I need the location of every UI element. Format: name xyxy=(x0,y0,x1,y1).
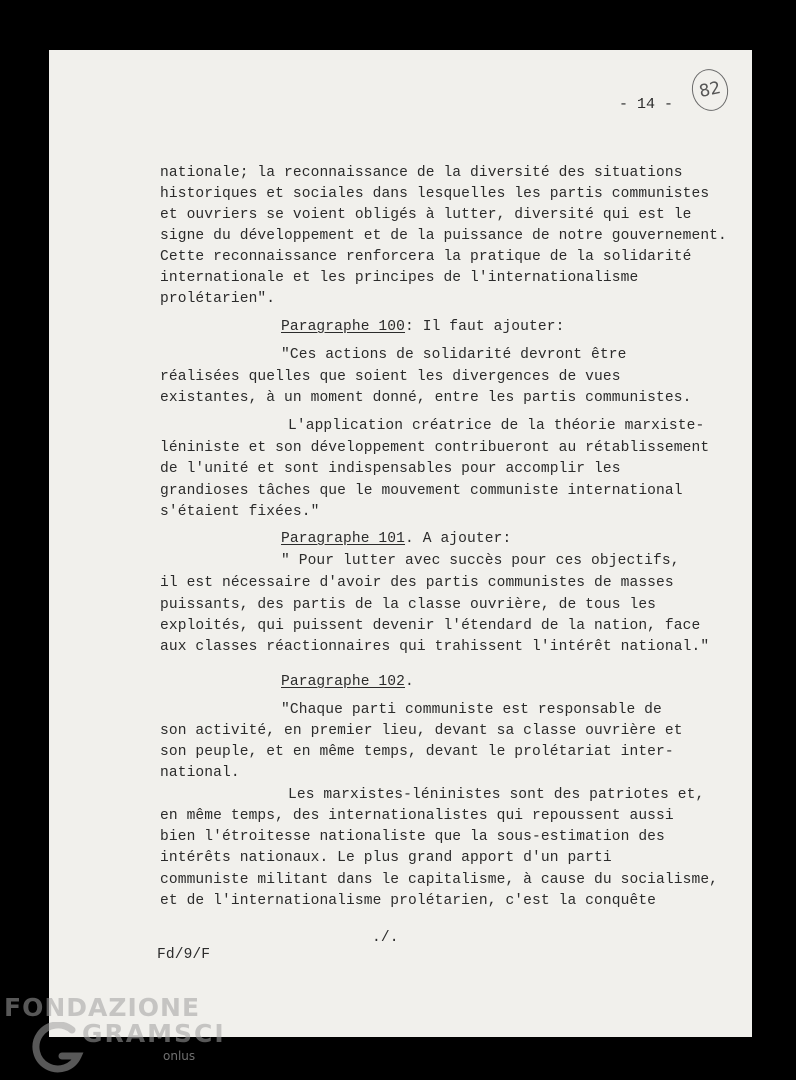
body-line: son peuple, et en même temps, devant le prolétariat inter- xyxy=(160,744,674,760)
body-line: puissants, des partis de la classe ouvrière, de tous les xyxy=(160,597,657,613)
body-line: internationale et les principes de l'internationalisme xyxy=(160,270,639,286)
body-line: nationale; la reconnaissance de la diversité des situations xyxy=(160,165,683,181)
body-line: léniniste et son développement contribueront au rétablissement xyxy=(160,440,710,456)
body-line: Cette reconnaissance renforcera la pratique de la solidarité xyxy=(160,249,692,265)
heading-label: Paragraphe 102 xyxy=(281,674,406,690)
body-line: communiste militant dans le capitalisme, à cause du socialisme, xyxy=(160,872,719,888)
stamp-number: 82 xyxy=(697,77,723,103)
continuation-mark: ./. xyxy=(372,930,399,946)
body-line: s'étaient fixées." xyxy=(160,504,320,520)
heading-label: Paragraphe 100 xyxy=(281,319,406,335)
body-line: existantes, à un moment donné, entre les partis communistes. xyxy=(160,390,692,406)
body-line: bien l'étroitesse nationaliste que la sous-estimation des xyxy=(160,829,665,845)
paragraph-heading-100 xyxy=(281,318,564,336)
body-line: national. xyxy=(160,765,240,781)
body-line: " Pour lutter avec succès pour ces objectifs, xyxy=(281,553,680,569)
body-line: aux classes réactionnaires qui trahissent l'intérêt national." xyxy=(160,639,710,655)
paragraph-heading-102 xyxy=(281,673,414,691)
body-line: il est nécessaire d'avoir des partis communistes de masses xyxy=(160,575,674,591)
heading-label: Paragraphe 101 xyxy=(281,531,406,547)
watermark-subtitle: GRAMSCI xyxy=(82,1019,226,1048)
heading-suffix: : Il faut ajouter: xyxy=(405,319,565,335)
body-line: de l'unité et sont indispensables pour accomplir les xyxy=(160,461,621,477)
paragraph-heading-101 xyxy=(281,530,511,548)
body-line: "Chaque parti communiste est responsable de xyxy=(281,702,662,718)
body-line: et ouvriers se voient obligés à lutter, diversité qui est le xyxy=(160,207,692,223)
body-line: Les marxistes-léninistes sont des patriotes et, xyxy=(288,787,705,803)
body-line: signe du développement et de la puissance de notre gouvernement. xyxy=(160,228,727,244)
body-line: "Ces actions de solidarité devront être xyxy=(281,347,627,363)
body-line: L'application créatrice de la théorie marxiste- xyxy=(288,418,705,434)
body-line: grandioses tâches que le mouvement communiste international xyxy=(160,483,683,499)
heading-suffix: . A ajouter: xyxy=(405,531,512,547)
watermark-title: FONDAZIONE xyxy=(4,993,201,1022)
body-line: prolétarien". xyxy=(160,291,276,307)
body-line: son activité, en premier lieu, devant sa classe ouvrière et xyxy=(160,723,683,739)
heading-suffix: . xyxy=(405,674,414,690)
body-line: et de l'internationalisme prolétarien, c'est la conquête xyxy=(160,893,657,909)
body-line: intérêts nationaux. Le plus grand apport d'un parti xyxy=(160,850,612,866)
body-line: historiques et sociales dans lesquelles les partis communistes xyxy=(160,186,710,202)
body-line: exploités, qui puissent devenir l'étendard de la nation, face xyxy=(160,618,701,634)
fondazione-logo-icon xyxy=(32,1022,84,1074)
page-number: - 14 - xyxy=(619,96,674,113)
watermark-onlus: onlus xyxy=(163,1049,196,1063)
document-reference: Fd/9/F xyxy=(157,947,211,963)
body-line: réalisées quelles que soient les divergences de vues xyxy=(160,369,621,385)
body-line: en même temps, des internationalistes qui repoussent aussi xyxy=(160,808,674,824)
